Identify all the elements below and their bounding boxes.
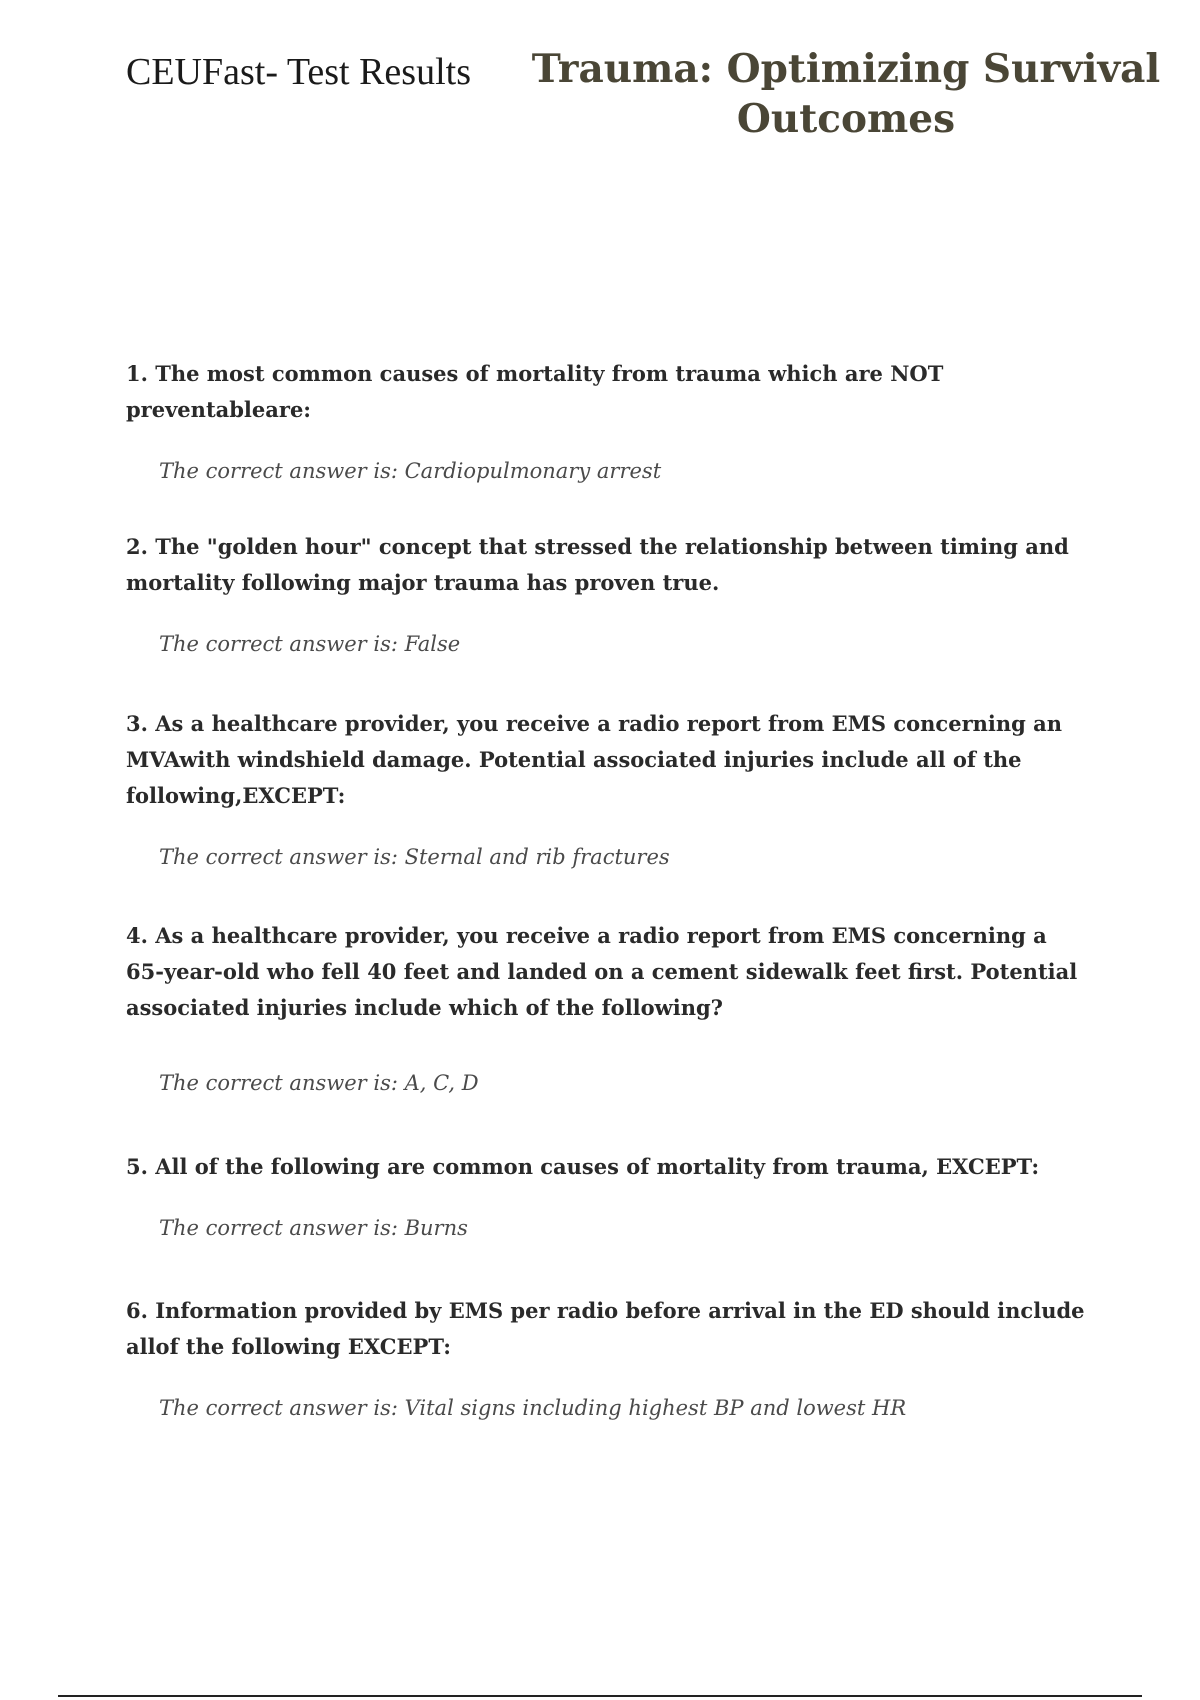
- correct-answer: The correct answer is: Cardiopulmonary arrest: [159, 459, 662, 483]
- correct-answer: The correct answer is: Vital signs including highest BP and lowest HR: [159, 1396, 907, 1420]
- question-text: 3. As a healthcare provider, you receive a radio report from EMS concerning an MVAwith windshield damage. Potential associated injuries include all of the following,EXCEPT:: [126, 711, 1063, 808]
- question-item: [126, 1293, 1086, 1423]
- question-text: 4. As a healthcare provider, you receive a radio report from EMS concerning a 65-year-old who fell 40 feet and landed on a cement sidewalk feet first. Potential associated injuries include which of the following?: [126, 923, 1078, 1020]
- question-item: [126, 706, 1086, 872]
- question-item: [126, 918, 1086, 1098]
- question-text: 2. The "golden hour" concept that stressed the relationship between timing and mortality following major trauma has proven true.: [126, 534, 1069, 595]
- question-text: 1. The most common causes of mortality from trauma which are NOT preventableare:: [126, 361, 944, 422]
- course-title: Trauma: Optimizing Survival Outcomes: [531, 46, 1161, 142]
- correct-answer: The correct answer is: Sternal and rib fractures: [159, 845, 670, 869]
- correct-answer: The correct answer is: False: [159, 632, 461, 656]
- question-item: [126, 529, 1086, 659]
- question-item: [126, 1149, 1086, 1243]
- site-title: CEUFast- Test Results: [126, 51, 471, 93]
- question-text: 6. Information provided by EMS per radio before arrival in the ED should include allof the following EXCEPT:: [126, 1298, 1085, 1359]
- correct-answer: The correct answer is: A, C, D: [159, 1071, 479, 1095]
- question-item: [126, 356, 1086, 486]
- question-text: 5. All of the following are common causes of mortality from trauma, EXCEPT:: [126, 1154, 1040, 1179]
- correct-answer: The correct answer is: Burns: [159, 1216, 468, 1240]
- question-list: [126, 356, 1086, 1423]
- footer-divider: [58, 1695, 1142, 1697]
